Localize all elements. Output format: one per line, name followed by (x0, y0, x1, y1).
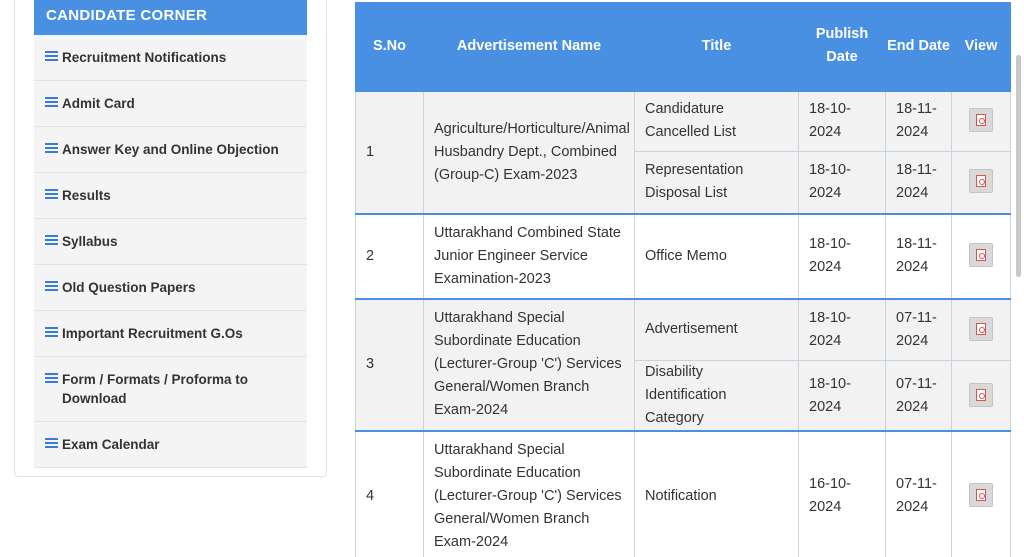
pdf-icon (976, 389, 986, 401)
cell-view (952, 152, 1011, 214)
cell-end-date: 18-11-2024 (886, 152, 952, 214)
sidebar-item-label: Exam Calendar (62, 437, 160, 452)
sidebar-item-syllabus[interactable] (34, 219, 307, 265)
sidebar-item-results[interactable] (34, 173, 307, 219)
list-icon (45, 327, 58, 337)
cell-publish-date: 18-10-2024 (799, 214, 886, 299)
column-header-end-date: End Date (886, 3, 952, 91)
column-header-title: Title (635, 3, 799, 91)
view-pdf-button[interactable] (969, 483, 993, 507)
list-icon (45, 235, 58, 245)
cell-sno: 4 (356, 431, 424, 557)
list-icon (45, 438, 58, 448)
cell-title: Office Memo (635, 214, 799, 299)
cell-publish-date: 18-10-2024 (799, 299, 886, 361)
list-icon (45, 189, 58, 199)
cell-advertisement-name: Uttarakhand Combined State Junior Engineer Service Examination-2023 (424, 214, 635, 299)
sidebar-item-forms-download[interactable] (34, 357, 307, 422)
advertisement-table-container (355, 2, 1010, 557)
cell-view (952, 299, 1011, 361)
view-pdf-button[interactable] (969, 383, 993, 407)
view-pdf-button[interactable] (969, 243, 993, 267)
view-pdf-button[interactable] (969, 317, 993, 341)
candidate-corner-sidebar (34, 0, 307, 468)
cell-end-date: 18-11-2024 (886, 91, 952, 152)
table-row (356, 431, 1011, 557)
sidebar-item-label: Form / Formats / Proforma to Download (62, 372, 249, 406)
cell-end-date: 07-11-2024 (886, 431, 952, 557)
cell-advertisement-name: Uttarakhand Special Subordinate Education (Lecturer-Group 'C') Services General/Women Branch Exam-2024 (424, 299, 635, 432)
table-row (356, 91, 1011, 152)
sidebar-title: CANDIDATE CORNER (34, 0, 307, 35)
list-icon (45, 51, 58, 61)
pdf-icon (976, 114, 986, 126)
column-header-sno: S.No (356, 3, 424, 91)
advertisement-table (355, 2, 1011, 557)
cell-end-date: 18-11-2024 (886, 214, 952, 299)
list-icon (45, 97, 58, 107)
table-header-row (356, 3, 1011, 91)
sidebar-item-recruitment-gos[interactable] (34, 311, 307, 357)
cell-view (952, 431, 1011, 557)
cell-title: Notification (635, 431, 799, 557)
sidebar-item-label: Answer Key and Online Objection (62, 142, 279, 157)
cell-publish-date: 18-10-2024 (799, 152, 886, 214)
pdf-icon (976, 489, 986, 501)
sidebar-item-label: Old Question Papers (62, 280, 196, 295)
sidebar-item-answer-key[interactable] (34, 127, 307, 173)
cell-title: Representation Disposal List (635, 152, 799, 214)
list-icon (45, 143, 58, 153)
cell-sno: 2 (356, 214, 424, 299)
sidebar-item-exam-calendar[interactable] (34, 422, 307, 468)
cell-end-date: 07-11-2024 (886, 361, 952, 432)
sidebar-item-label: Recruitment Notifications (62, 50, 227, 65)
column-header-publish-date: Publish Date (799, 3, 886, 91)
column-header-advertisement-name: Advertisement Name (424, 3, 635, 91)
cell-end-date: 07-11-2024 (886, 299, 952, 361)
sidebar-item-label: Admit Card (62, 96, 135, 111)
cell-title: Candidature Cancelled List (635, 91, 799, 152)
cell-publish-date: 18-10-2024 (799, 361, 886, 432)
cell-view (952, 91, 1011, 152)
cell-view (952, 361, 1011, 432)
cell-publish-date: 16-10-2024 (799, 431, 886, 557)
view-pdf-button[interactable] (969, 108, 993, 132)
list-icon (45, 281, 58, 291)
sidebar-item-old-question-papers[interactable] (34, 265, 307, 311)
table-row (356, 299, 1011, 361)
pdf-icon (976, 323, 986, 335)
page-scrollbar[interactable] (1016, 55, 1021, 277)
sidebar-item-label: Syllabus (62, 234, 118, 249)
sidebar-item-label: Important Recruitment G.Os (62, 326, 243, 341)
cell-view (952, 214, 1011, 299)
cell-title: Disability Identification Category (635, 361, 799, 432)
table-row (356, 214, 1011, 299)
list-icon (45, 373, 58, 383)
column-header-view: View (952, 3, 1011, 91)
cell-publish-date: 18-10-2024 (799, 91, 886, 152)
cell-sno: 3 (356, 299, 424, 432)
cell-title: Advertisement (635, 299, 799, 361)
cell-advertisement-name: Agriculture/Horticulture/Animal Husbandry Dept., Combined (Group-C) Exam-2023 (424, 91, 635, 214)
view-pdf-button[interactable] (969, 169, 993, 193)
cell-advertisement-name: Uttarakhand Special Subordinate Education (Lecturer-Group 'C') Services General/Women Branch Exam-2024 (424, 431, 635, 557)
pdf-icon (976, 249, 986, 261)
sidebar-item-recruitment-notifications[interactable] (34, 35, 307, 81)
sidebar-item-admit-card[interactable] (34, 81, 307, 127)
pdf-icon (976, 175, 986, 187)
cell-sno: 1 (356, 91, 424, 214)
sidebar-item-label: Results (62, 188, 111, 203)
